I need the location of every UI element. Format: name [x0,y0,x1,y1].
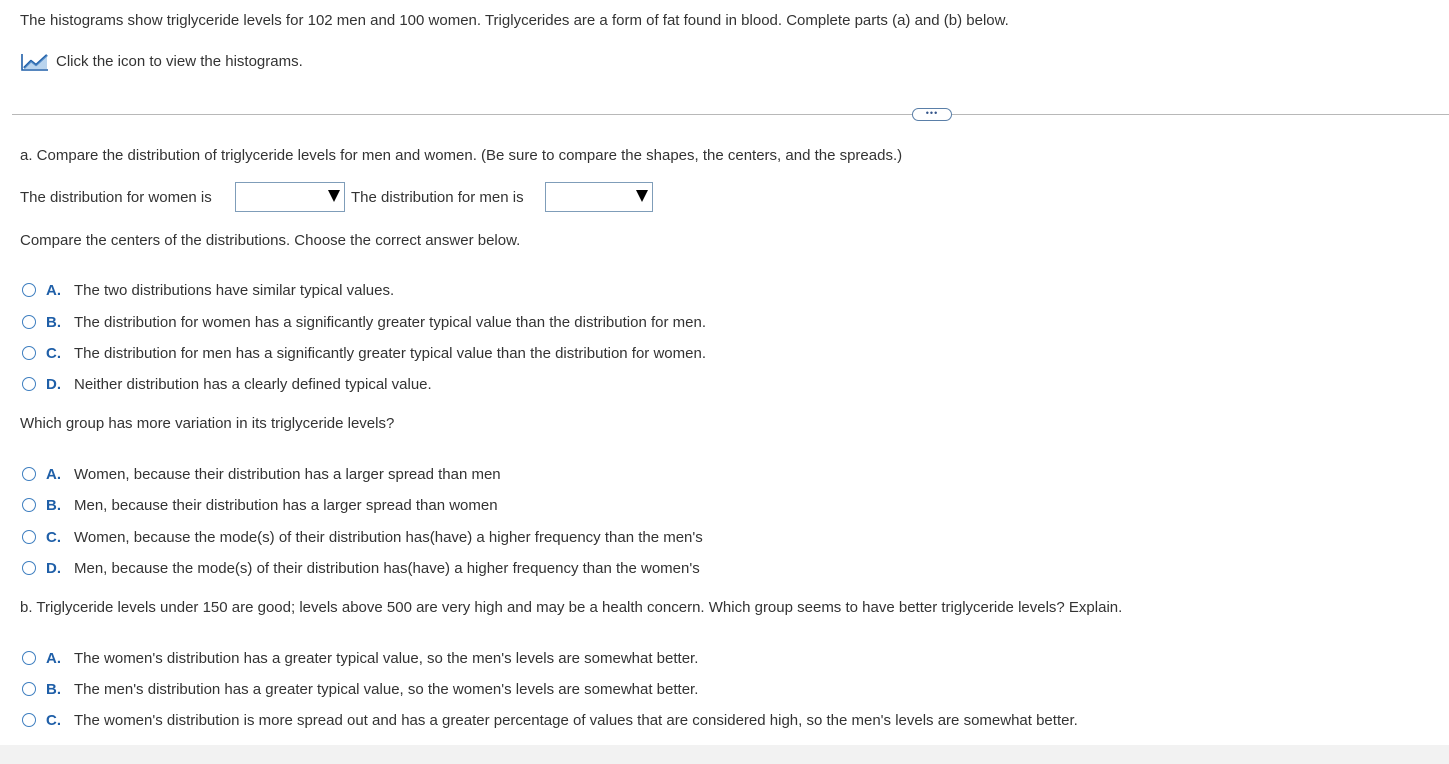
chart-line-icon[interactable] [20,52,50,72]
view-histograms-label[interactable]: Click the icon to view the histograms. [56,53,303,70]
women-distribution-label: The distribution for women is [20,189,212,206]
section-divider [12,114,1449,115]
radio-button[interactable] [22,651,36,665]
men-distribution-dropdown[interactable] [545,182,653,212]
option-text[interactable]: The distribution for women has a significantly greater typical value than the distribution for men. [74,313,706,331]
option-letter: B. [46,680,61,698]
option-text[interactable]: The men's distribution has a greater typical value, so the women's levels are somewhat better. [74,680,699,698]
radio-button[interactable] [22,682,36,696]
option-text[interactable]: The distribution for men has a significantly greater typical value than the distribution for women. [74,344,706,362]
variation-option-b[interactable] [22,495,498,515]
option-text[interactable]: The women's distribution is more spread out and has a greater percentage of values that are considered high, so the men's levels are somewhat better. [74,711,1078,729]
radio-button[interactable] [22,315,36,329]
radio-button[interactable] [22,283,36,297]
part-a-prompt: a. Compare the distribution of triglyceride levels for men and women. (Be sure to compare the shapes, the centers, and the spreads.) [20,147,903,164]
radio-button[interactable] [22,346,36,360]
centers-option-a[interactable] [22,280,394,300]
option-letter: C. [46,711,61,729]
radio-button[interactable] [22,467,36,481]
option-letter: A. [46,281,61,299]
option-letter: B. [46,313,61,331]
women-distribution-dropdown[interactable] [235,182,345,212]
part-b-option-a[interactable] [22,648,698,668]
option-text[interactable]: Women, because the mode(s) of their distribution has(have) a higher frequency than the men's [74,528,703,546]
radio-button[interactable] [22,713,36,727]
radio-button[interactable] [22,561,36,575]
option-text[interactable]: The women's distribution has a greater typical value, so the men's levels are somewhat better. [74,649,699,667]
chevron-down-icon[interactable] [328,190,340,202]
part-b-option-c[interactable] [22,710,1078,730]
centers-option-d[interactable] [22,374,432,394]
option-letter: B. [46,496,61,514]
radio-button[interactable] [22,377,36,391]
option-letter: A. [46,465,61,483]
option-text[interactable]: The two distributions have similar typical values. [74,281,395,299]
option-text[interactable]: Men, because their distribution has a larger spread than women [74,496,498,514]
variation-option-a[interactable] [22,464,501,484]
option-letter: D. [46,375,61,393]
variation-question: Which group has more variation in its triglyceride levels? [20,415,395,432]
centers-question: Compare the centers of the distributions. Choose the correct answer below. [20,232,521,249]
option-letter: A. [46,649,61,667]
part-b-option-b[interactable] [22,679,698,699]
chevron-down-icon[interactable] [636,190,648,202]
radio-button[interactable] [22,530,36,544]
radio-button[interactable] [22,498,36,512]
men-distribution-label: The distribution for men is [351,189,524,206]
intro-text: The histograms show triglyceride levels for 102 men and 100 women. Triglycerides are a form of fat found in blood. Complete parts (a) and (b) below. [20,12,1009,29]
option-text[interactable]: Neither distribution has a clearly defined typical value. [74,375,432,393]
part-b-prompt: b. Triglyceride levels under 150 are good; levels above 500 are very high and may be a health concern. Which group seems to have better triglyceride levels? Explain. [20,599,1123,616]
option-text[interactable]: Men, because the mode(s) of their distribution has(have) a higher frequency than the women's [74,559,700,577]
variation-option-d[interactable] [22,558,700,578]
expand-button[interactable]: ••• [912,108,952,121]
option-text[interactable]: Women, because their distribution has a larger spread than men [74,465,501,483]
view-histograms-link[interactable] [20,52,303,72]
centers-option-c[interactable] [22,343,706,363]
centers-option-b[interactable] [22,312,706,332]
option-letter: C. [46,528,61,546]
variation-option-c[interactable] [22,527,703,547]
option-letter: D. [46,559,61,577]
option-letter: C. [46,344,61,362]
footer-bar [0,745,1449,764]
